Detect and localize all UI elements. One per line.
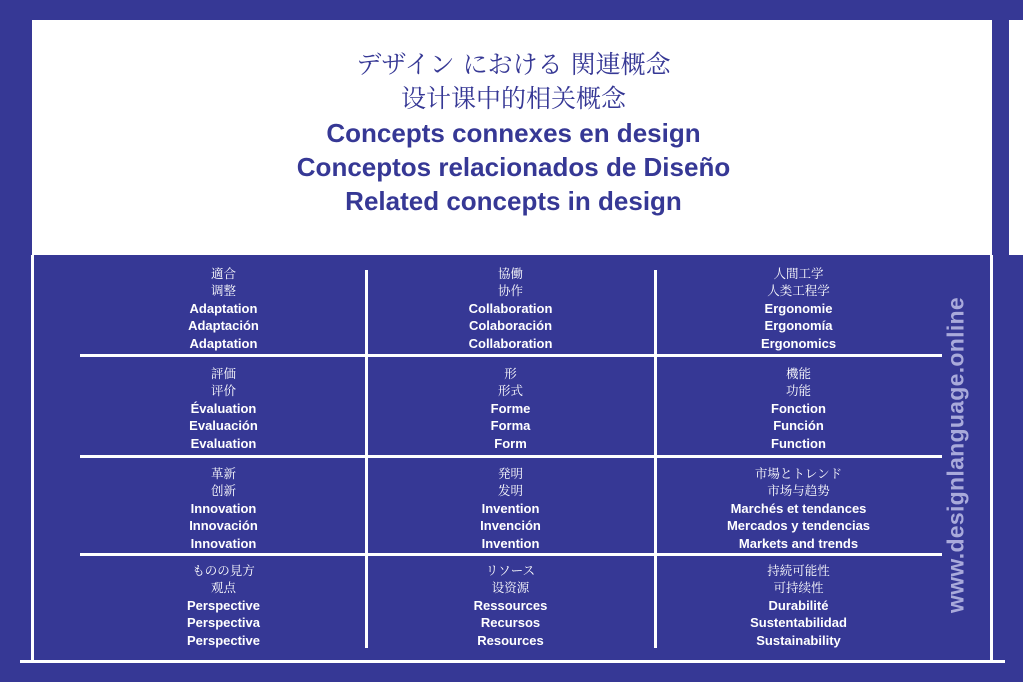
grid-row-divider [80, 553, 942, 556]
concept-ja: ものの見方 [192, 563, 255, 578]
left-border [0, 20, 32, 255]
concept-es: Adaptación [188, 318, 259, 334]
concept-en: Adaptation [189, 335, 258, 351]
concept-cell [80, 465, 367, 552]
concept-fr: Invention [481, 500, 540, 516]
concept-en: Sustainability [756, 632, 841, 648]
concept-ja: 発明 [497, 466, 523, 481]
frame-bottom-line [20, 660, 1005, 663]
frame-right-line [990, 255, 993, 662]
concept-ja: 持続可能性 [767, 563, 830, 578]
concept-en: Resources [477, 632, 544, 648]
concept-cell [80, 562, 367, 649]
concept-en: Collaboration [468, 335, 553, 351]
concept-ja: 適合 [210, 266, 236, 281]
frame-left-line [31, 255, 34, 662]
concept-zh: 发明 [497, 483, 523, 499]
concept-zh: 协作 [497, 283, 523, 299]
concept-es: Función [773, 418, 824, 434]
concept-fr: Innovation [190, 500, 257, 516]
website-url: www.designlanguage.online [942, 297, 969, 613]
concept-cell [367, 562, 654, 649]
concept-ja: 協働 [497, 266, 523, 281]
concept-zh: 功能 [785, 383, 811, 399]
concept-zh: 创新 [210, 483, 236, 499]
concept-en: Function [771, 435, 826, 451]
title-french: Concepts connexes en design [326, 118, 701, 148]
title-block [32, 48, 995, 218]
concept-en: Innovation [190, 535, 257, 551]
concept-zh: 观点 [210, 580, 236, 596]
concept-es: Forma [490, 418, 531, 434]
concept-cell [367, 265, 654, 352]
concept-ja: 市場とトレンド [754, 466, 843, 481]
concept-fr: Adaptation [189, 300, 258, 316]
concept-es: Evaluación [189, 418, 258, 434]
concept-fr: Durabilité [768, 597, 829, 613]
concept-zh: 设资源 [491, 580, 530, 596]
title-english: Related concepts in design [345, 186, 682, 216]
title-spanish: Conceptos relacionados de Diseño [296, 152, 731, 182]
concept-cell [655, 265, 942, 352]
concept-en: Ergonomics [760, 335, 837, 351]
concept-fr: Marchés et tendances [730, 500, 867, 516]
concept-en: Markets and trends [738, 535, 859, 551]
concept-fr: Fonction [771, 400, 826, 416]
concept-fr: Évaluation [190, 400, 257, 416]
concept-cell [80, 365, 367, 452]
concept-en: Form [494, 435, 527, 451]
concept-es: Recursos [480, 615, 541, 631]
grid-row-divider [80, 354, 942, 357]
concept-ja: 形 [504, 366, 517, 381]
concept-fr: Perspective [187, 597, 260, 613]
concept-es: Perspectiva [187, 615, 260, 631]
concept-cell [655, 562, 942, 649]
concept-es: Sustentabilidad [750, 615, 847, 631]
concept-es: Mercados y tendencias [726, 518, 871, 534]
concept-en: Invention [481, 535, 540, 551]
concept-ja: 評価 [210, 366, 236, 381]
concept-cell [367, 465, 654, 552]
concept-fr: Ressources [473, 597, 548, 613]
title-chinese: 设计课中的相关概念 [400, 84, 626, 113]
concept-fr: Forme [490, 400, 531, 416]
concept-zh: 市场与趋势 [767, 483, 830, 499]
concept-ja: 人間工学 [773, 266, 824, 281]
concept-ja: 革新 [210, 466, 236, 481]
concept-cell [655, 465, 942, 552]
concept-fr: Collaboration [468, 300, 553, 316]
concept-zh: 人类工程学 [767, 283, 830, 299]
concept-es: Colaboración [468, 318, 553, 334]
concept-zh: 评价 [210, 383, 236, 399]
concept-zh: 调整 [210, 283, 236, 299]
concept-cell [367, 365, 654, 452]
concept-fr: Ergonomie [764, 300, 833, 316]
concept-cell [655, 365, 942, 452]
concept-en: Evaluation [190, 435, 257, 451]
concept-es: Ergonomía [764, 318, 833, 334]
concept-cell [80, 265, 367, 352]
title-japanese: デザイン における 関連概念 [356, 50, 671, 79]
top-border [0, 0, 1023, 20]
concept-ja: リソース [485, 563, 536, 578]
grid-row-divider [80, 455, 942, 458]
concept-en: Perspective [187, 632, 260, 648]
concept-zh: 形式 [497, 383, 523, 399]
concept-ja: 機能 [785, 366, 811, 381]
concept-es: Innovación [189, 518, 258, 534]
concept-es: Invención [480, 518, 541, 534]
concept-zh: 可持续性 [773, 580, 824, 596]
